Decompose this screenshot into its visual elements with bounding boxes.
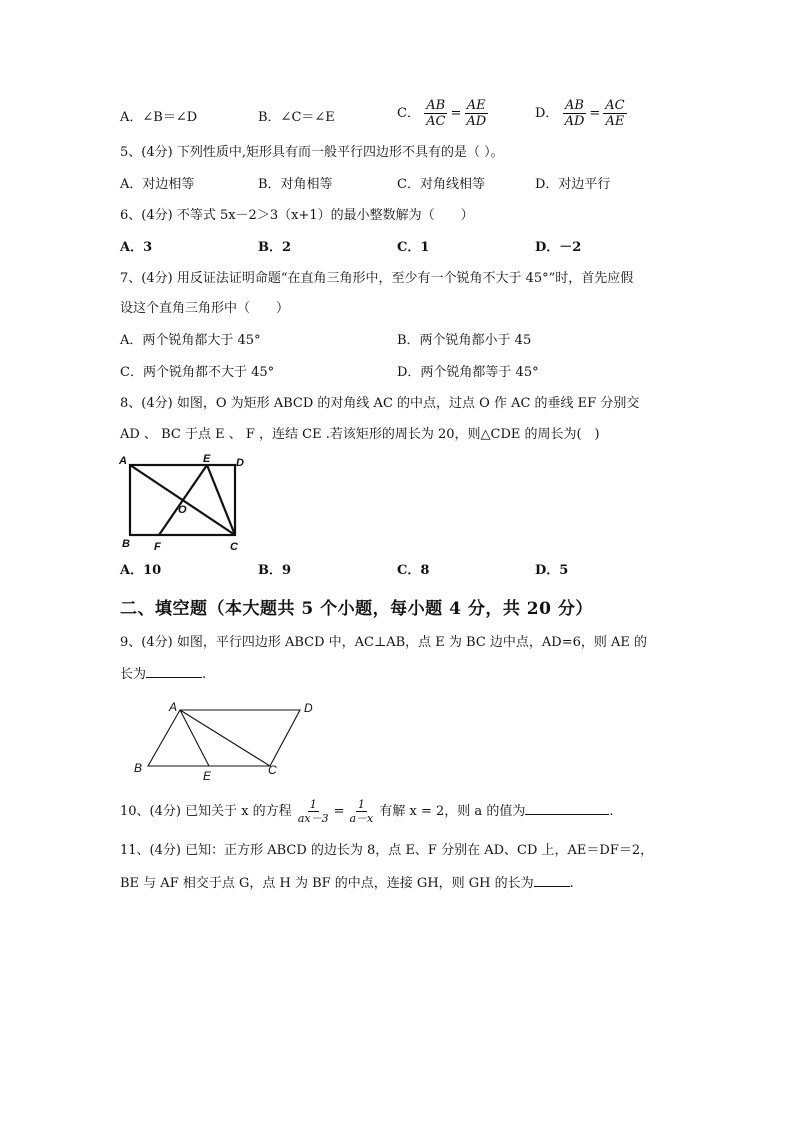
q6-option-b: B．2 [258,240,292,255]
q4-option-b: B．∠C＝∠E [258,110,335,125]
q8-label-b: B [122,538,130,550]
q6-option-a: A．3 [120,240,153,255]
q5-option-c: C．对角线相等 [397,177,485,192]
q11-stem-suffix: . [569,876,574,891]
fraction-numerator: AB [565,98,584,113]
q4-option-c [397,98,488,129]
q9-stem-prefix: 长为 [120,667,147,682]
q5-option-b: B．对角相等 [258,177,333,192]
section-2-title: 二、填空题（本大题共 5 个小题，每小题 4 分，共 20 分） [120,599,593,619]
fraction-denominator: AE [605,114,625,129]
q8-stem-line-2: AD 、 BC 于点 E 、 F ，连结 CE .若该矩形的周长为 20，则△CDE 的周长为( ) [120,427,600,442]
q5-option-d: D．对边平行 [535,177,611,192]
q9-stem-line-1: 9、(4分) 如图，平行四边形 ABCD 中，AC⊥AB，点 E 为 BC 边中点，AD=6，则 AE 的 [120,635,648,650]
q8-label-o: O [178,504,187,516]
q8-label-e: E [203,453,211,465]
q8-rectangle-figure [116,450,256,558]
q4-option-c-fraction-2 [464,98,488,129]
segment-ef [159,465,207,535]
q7-stem-line-1: 7、(4分) 用反证法证明命题“在直角三角形中，至少有一个锐角不大于 45°”时，首先应假 [120,271,634,286]
equals-sign: = [450,105,462,121]
q9-answer-blank[interactable] [146,665,202,678]
q11-answer-blank[interactable] [534,874,570,887]
fraction-denominator: AD [466,114,487,129]
q10-middle: 有解 x = 2，则 a 的值为 [379,804,526,819]
fraction-denominator: AC [426,114,446,129]
q11-stem-line-2 [120,874,574,893]
q8-figure-lines [130,465,235,535]
q7-option-d: D．两个锐角都等于 45° [397,365,539,380]
q4-option-a: A．∠B＝∠D [120,110,198,125]
q4-option-c-label: C． [397,106,420,121]
q8-option-d: D．5 [535,563,569,578]
q10-fraction-1 [296,798,331,825]
q8-stem-line-1: 8、(4分) 如图，O 为矩形 ABCD 的对角线 AC 的中点，过点 O 作 AC 的垂线 EF 分别交 [120,396,640,411]
fraction-numerator: AE [466,98,486,113]
q6-stem: 6、(4分) 不等式 5x－2＞3（x+1）的最小整数解为（ ） [120,208,474,223]
fraction-numerator: 1 [309,798,317,811]
q10-fraction-2 [348,798,376,825]
equals-sign: = [333,803,345,819]
q7-option-a: A．两个锐角都大于 45° [120,333,261,348]
q8-label-a: A [119,455,127,467]
q9-label-e: E [203,769,212,783]
q9-label-d: D [304,701,313,715]
q4-option-d-fraction-1 [563,98,587,129]
q11-stem-line-1: 11、(4分) 已知：正方形 ABCD 的边长为 8，点 E、F 分别在 AD、CD 上，AE＝DF＝2， [120,843,654,858]
q4-option-c-fraction-1 [424,98,447,129]
q8-label-f: F [154,541,161,553]
q8-label-c: C [230,541,238,553]
q8-option-c: C．8 [397,563,430,578]
q9-stem-suffix: . [202,667,207,682]
q8-option-a: A．10 [120,563,162,578]
q4-option-d-label: D． [535,106,559,121]
q9-label-a: A [169,700,178,714]
q9-parallelogram-figure [128,698,328,784]
fraction-numerator: AC [605,98,625,113]
q8-label-d: D [236,457,244,469]
q10-suffix: . [609,804,614,819]
q7-stem-line-2: 设这个直角三角形中（ ） [120,301,290,316]
equals-sign: = [589,105,601,121]
q7-option-b: B．两个锐角都小于 45 [397,333,532,348]
fraction-denominator: ax－3 [297,812,329,825]
q10-answer-blank[interactable] [525,802,609,815]
fraction-denominator: a－x [349,812,374,825]
q10-stem [120,798,613,825]
fraction-numerator: 1 [357,798,365,811]
q11-stem-prefix: BE 与 AF 相交于点 G，点 H 为 BF 的中点，连接 GH，则 GH 的长为 [120,876,534,891]
q4-option-d-fraction-2 [603,98,626,129]
fraction-denominator: AD [564,114,585,129]
fraction-numerator: AB [426,98,446,113]
q9-figure-lines [148,710,300,766]
q10-prefix: 10、(4分) 已知关于 x 的方程 [120,804,292,819]
q9-label-b: B [134,761,143,775]
q5-option-a: A．对边相等 [120,177,195,192]
diagonal-ac [180,710,270,766]
q9-label-c: C [268,763,277,777]
q8-option-b: B．9 [258,563,292,578]
q7-option-c: C．两个锐角都不大于 45° [120,365,275,380]
q6-option-c: C．1 [397,240,430,255]
q6-option-d: D．－2 [535,240,582,255]
q5-stem: 5、(4分) 下列性质中,矩形具有而一般平行四边形不具有的是（ ）。 [120,145,504,160]
q9-stem-line-2 [120,665,206,684]
q4-option-d [535,98,627,129]
